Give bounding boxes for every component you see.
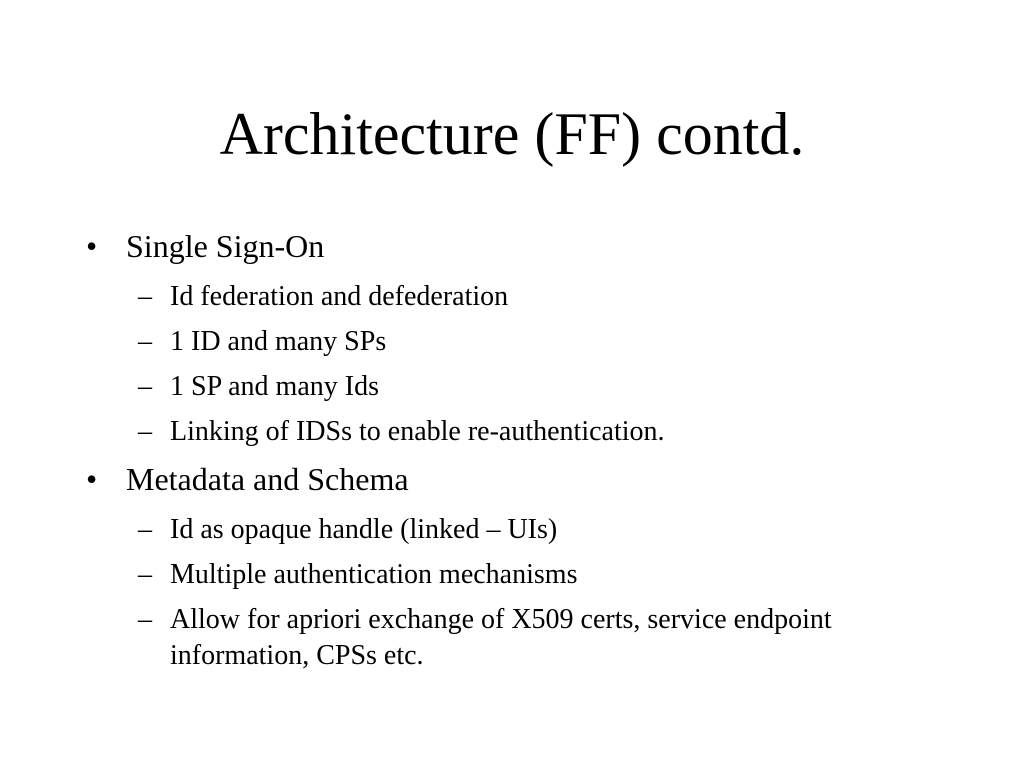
bullet-icon: •	[86, 228, 98, 264]
sub-bullet	[0, 512, 870, 548]
bullet-text: Metadata and Schema	[126, 461, 409, 497]
bullet-single-sign-on	[0, 222, 1024, 270]
bullet-icon: •	[86, 461, 98, 497]
sub-bullet-text: Allow for apriori exchange of X509 certs, service endpoint information, CPSs etc.	[170, 604, 832, 671]
sub-bullet	[0, 602, 870, 674]
dash-icon: –	[138, 326, 152, 357]
sub-bullet-text: 1 SP and many Ids	[170, 371, 379, 402]
slide-title: Architecture (FF) contd.	[219, 101, 805, 167]
sub-bullet	[0, 557, 870, 593]
sub-bullet	[0, 414, 870, 450]
bullet-text: Single Sign-On	[126, 228, 325, 264]
dash-icon: –	[138, 514, 152, 545]
dash-icon: –	[138, 559, 152, 590]
sub-list-single-sign-on	[0, 279, 1024, 450]
dash-icon: –	[138, 281, 152, 312]
sub-bullet-text: 1 ID and many SPs	[170, 326, 387, 357]
bullet-metadata-and-schema	[0, 455, 1024, 503]
sub-bullet-text: Id federation and defederation	[170, 281, 509, 312]
dash-icon: –	[138, 371, 152, 402]
sub-bullet	[0, 369, 870, 405]
sub-bullet-text: Id as opaque handle (linked – UIs)	[170, 514, 558, 545]
sub-bullet	[0, 324, 870, 360]
sub-bullet-text: Linking of IDSs to enable re-authentication.	[170, 416, 665, 447]
dash-icon: –	[138, 416, 152, 447]
sub-list-metadata-and-schema	[0, 512, 1024, 674]
sub-bullet-text: Multiple authentication mechanisms	[170, 559, 578, 590]
dash-icon: –	[138, 604, 152, 635]
slide-body	[0, 222, 1024, 679]
sub-bullet	[0, 279, 870, 315]
